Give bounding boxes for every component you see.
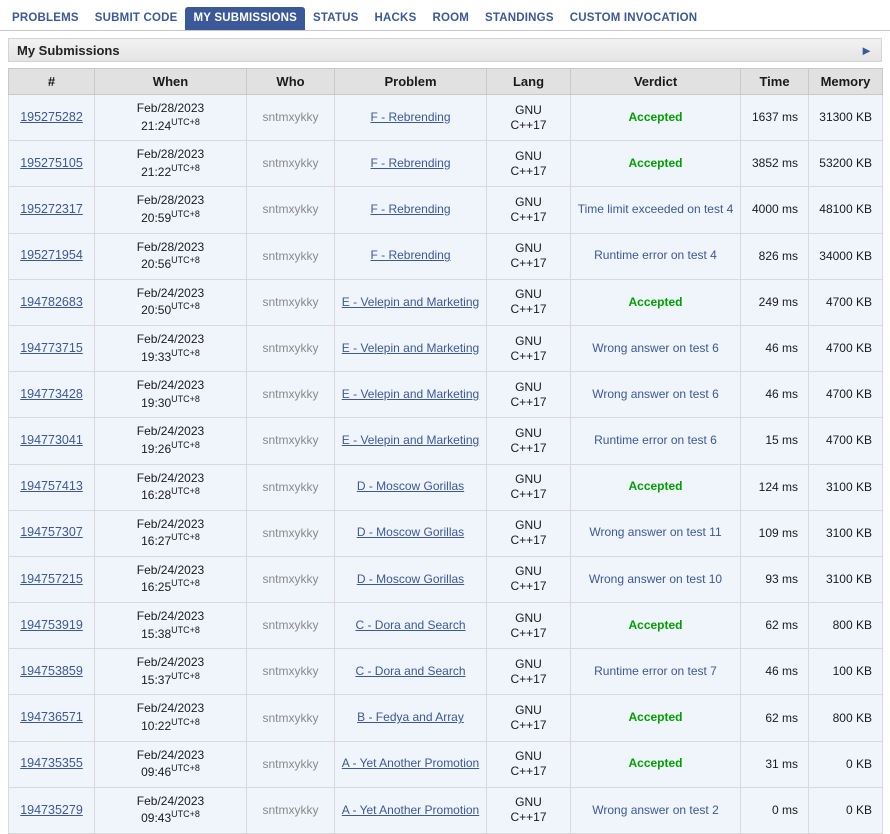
execution-time: 46 ms (741, 325, 809, 371)
problem-link[interactable]: F - Rebrending (370, 155, 451, 170)
memory-used: 0 KB (809, 787, 883, 833)
submitter-handle[interactable]: sntmxykky (262, 756, 319, 771)
submission-time-of-day (99, 440, 242, 458)
problem-link[interactable]: B - Fedya and Array (357, 710, 464, 725)
time-value: 21:24 (141, 118, 172, 133)
submitter-handle[interactable]: sntmxykky (262, 571, 319, 586)
table-row (9, 325, 883, 371)
problem-link[interactable]: E - Velepin and Marketing (341, 340, 480, 355)
problem-link[interactable]: D - Moscow Gorillas (356, 571, 465, 586)
problem-link[interactable]: A - Yet Another Promotion (341, 756, 480, 771)
verdict-status[interactable]: Wrong answer on test 2 (592, 802, 719, 817)
submitter-handle[interactable]: sntmxykky (262, 341, 319, 356)
problem-link[interactable]: E - Velepin and Marketing (341, 386, 480, 401)
submission-time-of-day (99, 578, 242, 596)
submission-when (95, 603, 247, 649)
execution-time: 15 ms (741, 418, 809, 464)
timezone-label: UTC+8 (171, 301, 200, 312)
submission-id-link[interactable]: 194757215 (20, 571, 83, 586)
submission-when (95, 233, 247, 279)
column-header: Who (247, 69, 335, 95)
memory-used: 4700 KB (809, 279, 883, 325)
submission-date: Feb/24/2023 (136, 470, 205, 485)
submission-id-link[interactable]: 194773715 (20, 340, 83, 355)
submission-when (95, 187, 247, 233)
nav-item-problems[interactable]: PROBLEMS (12, 12, 79, 24)
table-header-row (9, 69, 883, 95)
time-value: 20:50 (141, 303, 172, 318)
table-row (9, 372, 883, 418)
time-value: 09:43 (141, 811, 172, 826)
problem-link[interactable]: A - Yet Another Promotion (341, 802, 480, 817)
submission-time-of-day (99, 209, 242, 227)
submission-id-link[interactable]: 194735279 (20, 802, 83, 817)
submission-when (95, 95, 247, 141)
submission-id-link[interactable]: 194735355 (20, 756, 83, 771)
memory-used: 4700 KB (809, 372, 883, 418)
submitter-handle[interactable]: sntmxykky (262, 525, 319, 540)
time-value: 20:59 (141, 210, 172, 225)
language-cell: GNU C++17 (487, 787, 571, 833)
time-value: 20:56 (141, 257, 172, 272)
verdict-status[interactable]: Accepted (628, 155, 683, 170)
execution-time: 46 ms (741, 649, 809, 695)
language-cell: GNU C++17 (487, 325, 571, 371)
page-title: My Submissions (17, 42, 120, 58)
memory-used: 100 KB (809, 649, 883, 695)
main-nav (0, 0, 890, 31)
execution-time: 0 ms (741, 787, 809, 833)
memory-used: 48100 KB (809, 187, 883, 233)
submission-id-link[interactable]: 194757413 (20, 479, 83, 494)
submission-id-link[interactable]: 194773428 (20, 386, 83, 401)
problem-link[interactable]: D - Moscow Gorillas (356, 525, 465, 540)
problem-link[interactable]: C - Dora and Search (355, 664, 466, 679)
table-row (9, 603, 883, 649)
timezone-label: UTC+8 (171, 763, 200, 774)
timezone-label: UTC+8 (171, 255, 200, 266)
play-right-icon[interactable]: ► (860, 42, 873, 58)
table-row (9, 556, 883, 602)
submission-time-of-day (99, 671, 242, 689)
language-cell: GNU C++17 (487, 603, 571, 649)
submission-when (95, 141, 247, 187)
time-value: 15:37 (141, 672, 172, 687)
language-cell: GNU C++17 (487, 649, 571, 695)
submitter-handle[interactable]: sntmxykky (262, 710, 319, 725)
timezone-label: UTC+8 (171, 486, 200, 497)
submitter-handle[interactable]: sntmxykky (262, 664, 319, 679)
submission-date: Feb/28/2023 (136, 147, 205, 162)
timezone-label: UTC+8 (171, 439, 200, 450)
time-value: 16:25 (141, 580, 172, 595)
submitter-handle[interactable]: sntmxykky (262, 248, 319, 263)
table-row (9, 233, 883, 279)
memory-used: 3100 KB (809, 510, 883, 556)
time-value: 09:46 (141, 765, 172, 780)
verdict-status[interactable]: Accepted (628, 479, 683, 494)
submission-time-of-day (99, 763, 242, 781)
nav-item-standings[interactable]: STANDINGS (485, 12, 554, 24)
verdict-status[interactable]: Accepted (628, 710, 683, 725)
submission-date: Feb/24/2023 (136, 285, 205, 300)
timezone-label: UTC+8 (171, 162, 200, 173)
table-row (9, 695, 883, 741)
submitter-handle[interactable]: sntmxykky (262, 294, 319, 309)
submission-date: Feb/24/2023 (136, 516, 205, 531)
submission-date: Feb/24/2023 (136, 424, 205, 439)
table-body (9, 95, 883, 834)
language-cell: GNU C++17 (487, 187, 571, 233)
language-cell: GNU C++17 (487, 418, 571, 464)
submission-when (95, 695, 247, 741)
time-value: 16:27 (141, 534, 172, 549)
table-row (9, 279, 883, 325)
problem-link[interactable]: E - Velepin and Marketing (341, 294, 480, 309)
memory-used: 4700 KB (809, 418, 883, 464)
language-cell: GNU C++17 (487, 464, 571, 510)
memory-used: 800 KB (809, 603, 883, 649)
submission-time-of-day (99, 348, 242, 366)
column-header: Memory (809, 69, 883, 95)
timezone-label: UTC+8 (171, 809, 200, 820)
timezone-label: UTC+8 (171, 717, 200, 728)
submission-date: Feb/24/2023 (136, 378, 205, 393)
submitter-handle[interactable]: sntmxykky (262, 479, 319, 494)
timezone-label: UTC+8 (171, 670, 200, 681)
submission-id-link[interactable]: 194753919 (20, 617, 83, 632)
problem-link[interactable]: E - Velepin and Marketing (341, 433, 480, 448)
verdict-status[interactable]: Accepted (628, 617, 683, 632)
table-row (9, 464, 883, 510)
timezone-label: UTC+8 (171, 532, 200, 543)
submission-id-link[interactable]: 194773041 (20, 433, 83, 448)
language-cell: GNU C++17 (487, 741, 571, 787)
submission-time-of-day (99, 163, 242, 181)
submission-when (95, 787, 247, 833)
memory-used: 53200 KB (809, 141, 883, 187)
submission-date: Feb/24/2023 (136, 331, 205, 346)
submission-id-link[interactable]: 194736571 (20, 710, 83, 725)
execution-time: 4000 ms (741, 187, 809, 233)
problem-link[interactable]: D - Moscow Gorillas (356, 479, 465, 494)
table-row (9, 741, 883, 787)
time-value: 10:22 (141, 719, 172, 734)
memory-used: 4700 KB (809, 325, 883, 371)
submissions-table (8, 68, 883, 834)
verdict-status[interactable]: Accepted (628, 294, 683, 309)
submission-when (95, 510, 247, 556)
language-cell: GNU C++17 (487, 233, 571, 279)
language-cell: GNU C++17 (487, 95, 571, 141)
memory-used: 3100 KB (809, 556, 883, 602)
submission-when (95, 279, 247, 325)
submission-when (95, 418, 247, 464)
language-cell: GNU C++17 (487, 695, 571, 741)
verdict-status[interactable]: Wrong answer on test 6 (592, 386, 719, 401)
submission-when (95, 649, 247, 695)
column-header: # (9, 69, 95, 95)
problem-link[interactable]: F - Rebrending (370, 109, 451, 124)
submission-id-link[interactable]: 195275282 (20, 109, 83, 124)
execution-time: 31 ms (741, 741, 809, 787)
submission-date: Feb/24/2023 (136, 793, 205, 808)
column-header: Verdict (571, 69, 741, 95)
verdict-status[interactable]: Accepted (628, 756, 683, 771)
submission-date: Feb/28/2023 (136, 239, 205, 254)
submission-date: Feb/24/2023 (136, 655, 205, 670)
timezone-label: UTC+8 (171, 116, 200, 127)
submitter-handle[interactable]: sntmxykky (262, 433, 319, 448)
submission-time-of-day (99, 532, 242, 550)
verdict-status[interactable]: Runtime error on test 7 (594, 664, 717, 679)
time-value: 19:33 (141, 349, 172, 364)
language-cell: GNU C++17 (487, 372, 571, 418)
submission-when (95, 325, 247, 371)
nav-item-hacks[interactable]: HACKS (374, 12, 417, 24)
submission-time-of-day (99, 809, 242, 827)
execution-time: 109 ms (741, 510, 809, 556)
nav-item-my-submissions[interactable]: MY SUBMISSIONS (185, 7, 305, 30)
table-row (9, 187, 883, 233)
execution-time: 249 ms (741, 279, 809, 325)
submitter-handle[interactable]: sntmxykky (262, 387, 319, 402)
problem-link[interactable]: C - Dora and Search (355, 617, 466, 632)
table-row (9, 95, 883, 141)
time-value: 21:22 (141, 164, 172, 179)
verdict-status[interactable]: Wrong answer on test 11 (589, 525, 722, 540)
language-cell: GNU C++17 (487, 279, 571, 325)
submissions-table-container (8, 68, 882, 834)
timezone-label: UTC+8 (171, 347, 200, 358)
language-cell: GNU C++17 (487, 556, 571, 602)
execution-time: 826 ms (741, 233, 809, 279)
nav-item-status[interactable]: STATUS (313, 12, 359, 24)
submission-id-link[interactable]: 195275105 (20, 155, 83, 170)
submitter-handle[interactable]: sntmxykky (262, 156, 319, 171)
timezone-label: UTC+8 (171, 393, 200, 404)
memory-used: 0 KB (809, 741, 883, 787)
time-value: 19:30 (141, 395, 172, 410)
submission-date: Feb/28/2023 (136, 193, 205, 208)
verdict-status[interactable]: Runtime error on test 6 (594, 433, 717, 448)
execution-time: 3852 ms (741, 141, 809, 187)
table-row (9, 141, 883, 187)
submission-id-link[interactable]: 195272317 (20, 202, 83, 217)
table-row (9, 510, 883, 556)
submitter-handle[interactable]: sntmxykky (262, 802, 319, 817)
submission-date: Feb/24/2023 (136, 609, 205, 624)
table-row (9, 418, 883, 464)
problem-link[interactable]: F - Rebrending (370, 202, 451, 217)
verdict-status[interactable]: Wrong answer on test 6 (592, 340, 719, 355)
memory-used: 34000 KB (809, 233, 883, 279)
submission-when (95, 556, 247, 602)
submitter-handle[interactable]: sntmxykky (262, 618, 319, 633)
problem-link[interactable]: F - Rebrending (370, 248, 451, 263)
submission-id-link[interactable]: 195271954 (20, 248, 83, 263)
table-row (9, 787, 883, 833)
execution-time: 93 ms (741, 556, 809, 602)
execution-time: 124 ms (741, 464, 809, 510)
panel-header (8, 38, 882, 62)
memory-used: 3100 KB (809, 464, 883, 510)
column-header: When (95, 69, 247, 95)
submission-id-link[interactable]: 194782683 (20, 294, 83, 309)
submission-time-of-day (99, 625, 242, 643)
submission-date: Feb/24/2023 (136, 562, 205, 577)
verdict-status[interactable]: Wrong answer on test 10 (588, 571, 723, 586)
submission-time-of-day (99, 717, 242, 735)
time-value: 16:28 (141, 488, 172, 503)
submission-date: Feb/24/2023 (136, 701, 205, 716)
submission-time-of-day (99, 255, 242, 273)
submission-time-of-day (99, 394, 242, 412)
submitter-handle[interactable]: sntmxykky (262, 110, 319, 125)
column-header: Time (741, 69, 809, 95)
time-value: 15:38 (141, 626, 172, 641)
language-cell: GNU C++17 (487, 510, 571, 556)
table-row (9, 649, 883, 695)
nav-item-custom-invocation[interactable]: CUSTOM INVOCATION (569, 12, 698, 24)
time-value: 19:26 (141, 441, 172, 456)
column-header: Problem (335, 69, 487, 95)
verdict-status[interactable]: Runtime error on test 4 (594, 248, 717, 263)
submission-time-of-day (99, 486, 242, 504)
timezone-label: UTC+8 (171, 578, 200, 589)
timezone-label: UTC+8 (171, 208, 200, 219)
nav-item-room[interactable]: ROOM (432, 12, 470, 24)
verdict-status[interactable]: Accepted (628, 109, 683, 124)
execution-time: 1637 ms (741, 95, 809, 141)
verdict-status[interactable]: Time limit exceeded on test 4 (577, 202, 734, 217)
nav-item-submit-code[interactable]: SUBMIT CODE (94, 12, 178, 24)
submission-id-link[interactable]: 194753859 (20, 664, 83, 679)
submitter-handle[interactable]: sntmxykky (262, 202, 319, 217)
execution-time: 46 ms (741, 372, 809, 418)
timezone-label: UTC+8 (171, 624, 200, 635)
submission-date: Feb/24/2023 (136, 747, 205, 762)
submission-when (95, 741, 247, 787)
execution-time: 62 ms (741, 603, 809, 649)
submission-time-of-day (99, 117, 242, 135)
memory-used: 800 KB (809, 695, 883, 741)
submission-id-link[interactable]: 194757307 (20, 525, 83, 540)
language-cell: GNU C++17 (487, 141, 571, 187)
submission-date: Feb/28/2023 (136, 101, 205, 115)
memory-used: 31300 KB (809, 95, 883, 141)
execution-time: 62 ms (741, 695, 809, 741)
submission-time-of-day (99, 301, 242, 319)
submission-when (95, 372, 247, 418)
column-header: Lang (487, 69, 571, 95)
submission-when (95, 464, 247, 510)
